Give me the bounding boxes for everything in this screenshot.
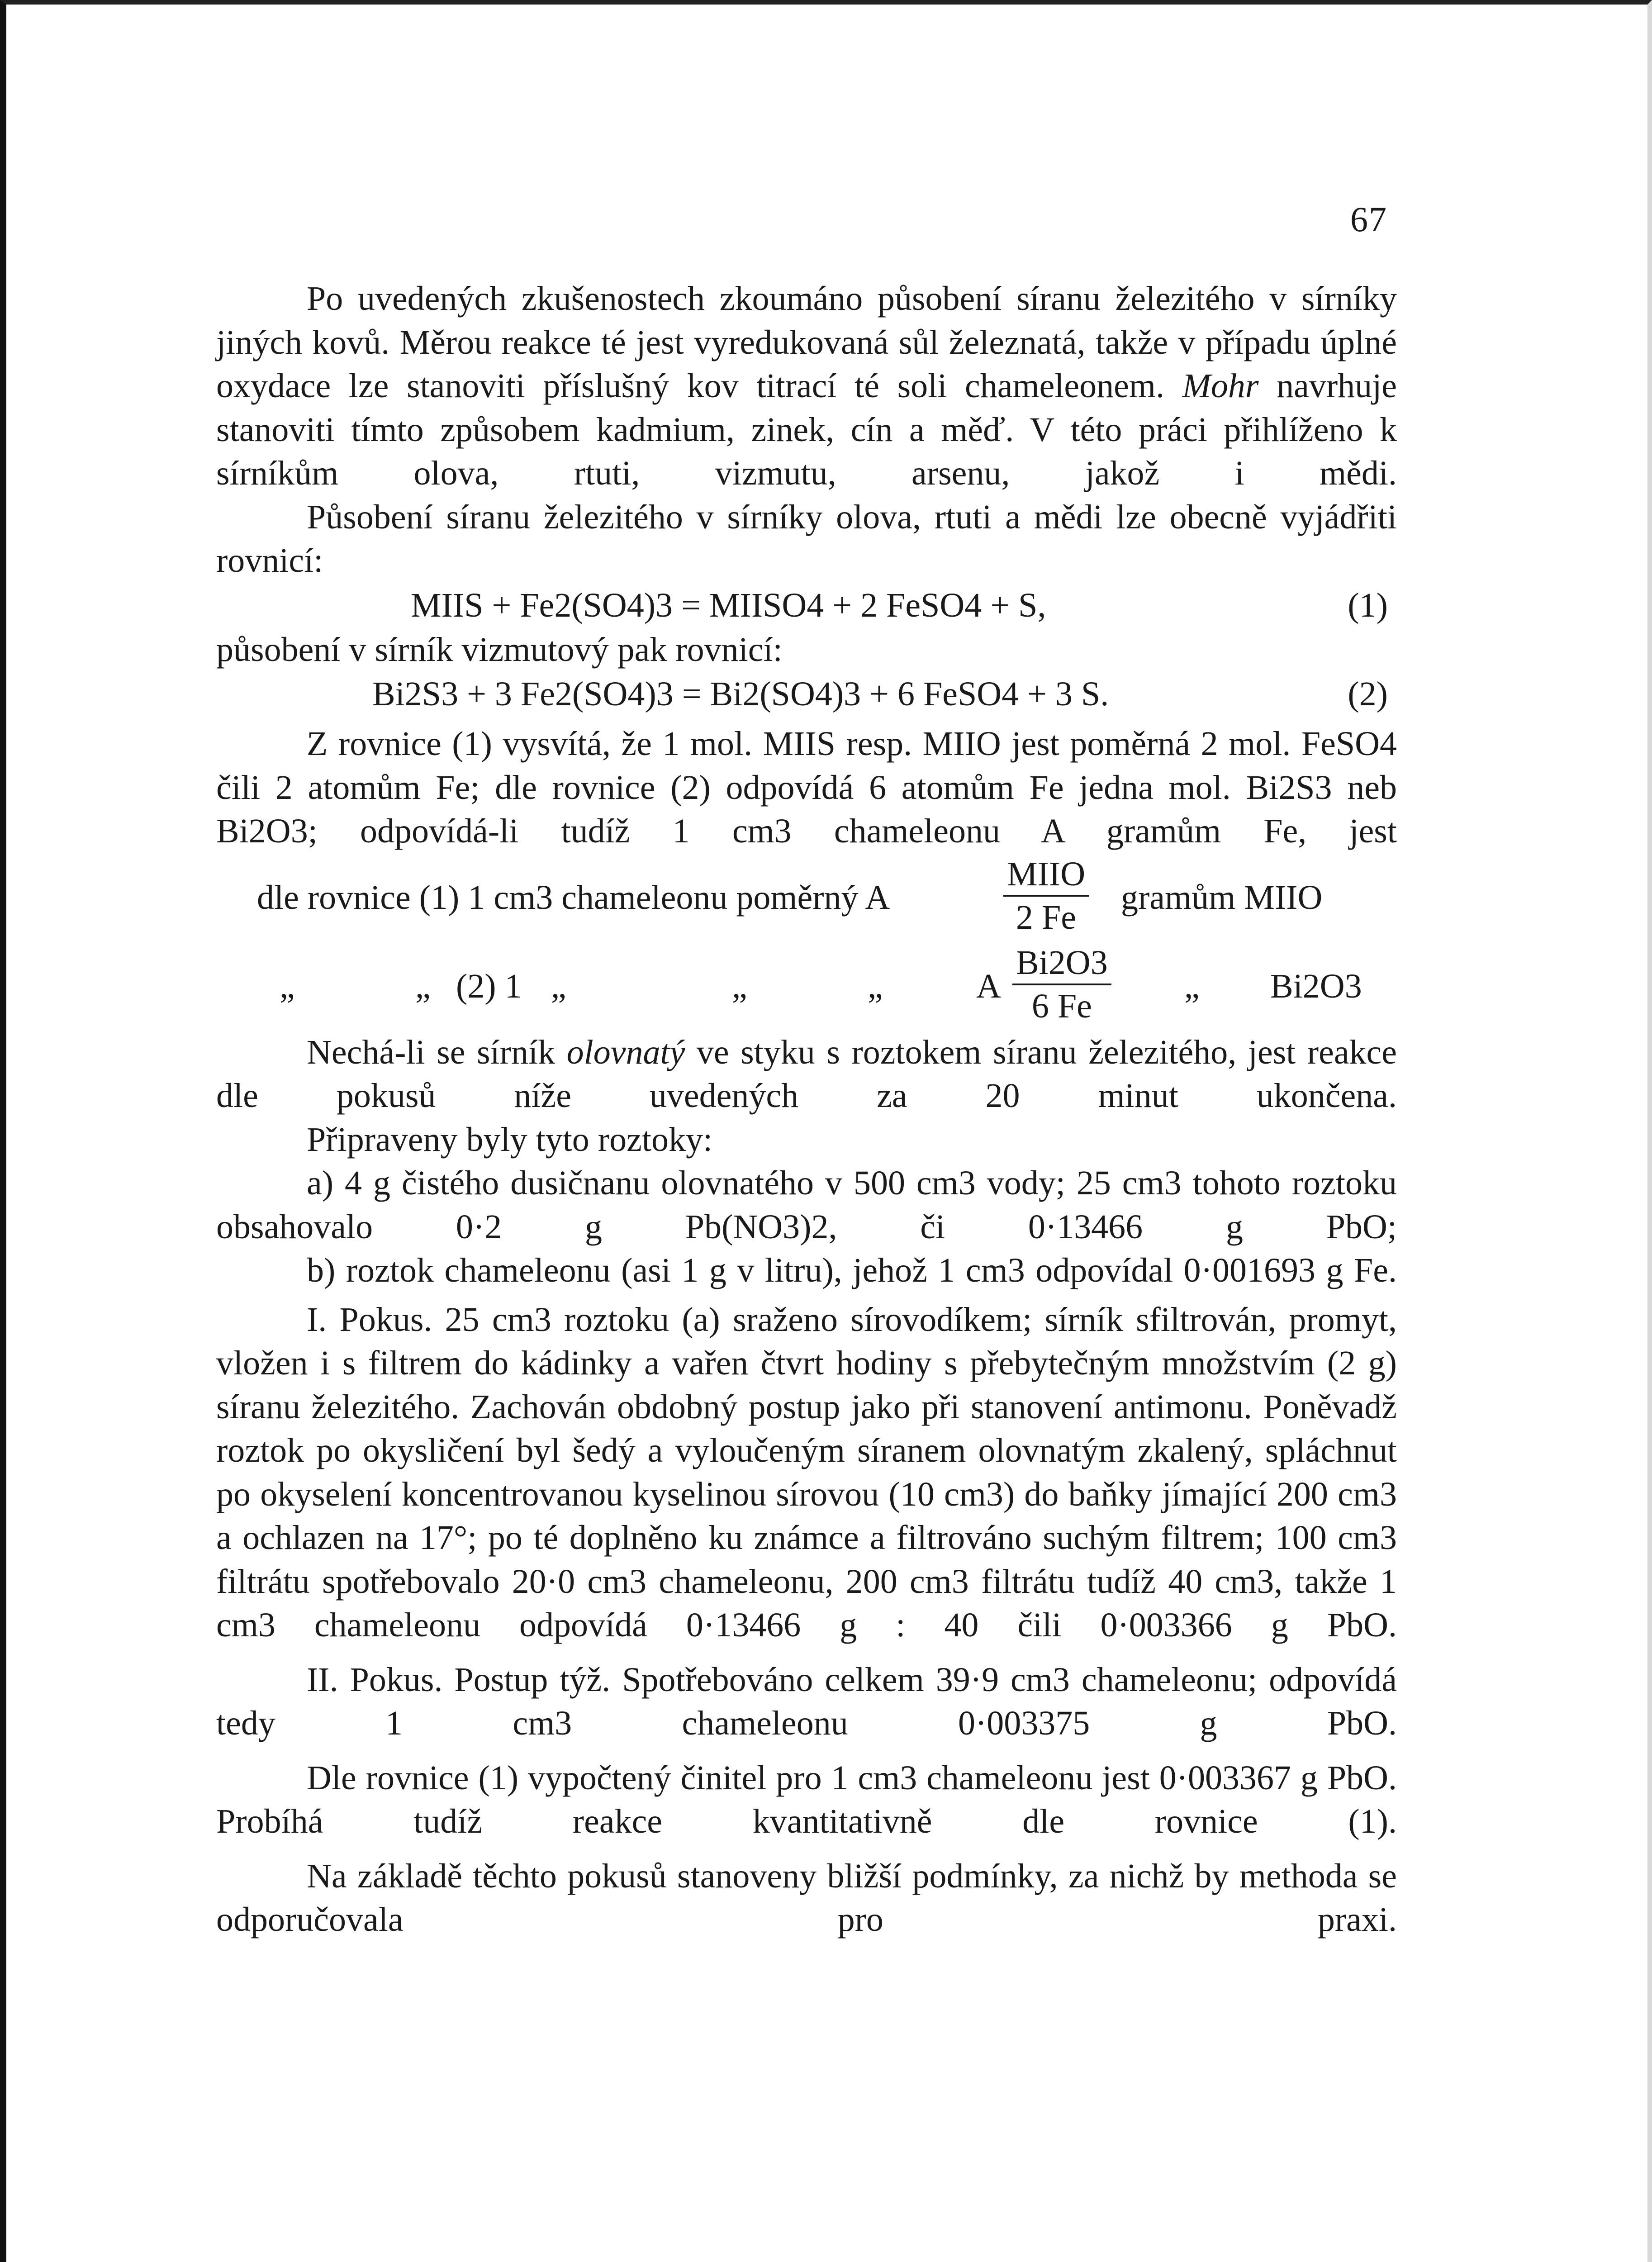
lead-sulfide-text-b: ve styku s roztokem síranu železitého, jest reakce dle pokusů níže uvedených za 20 minut ukončena. bbox=[216, 1033, 1397, 1115]
ratio-2-ditto-5: „ bbox=[868, 967, 883, 1005]
body-text bbox=[216, 277, 1397, 1942]
paragraph-lead-sulfide bbox=[216, 1031, 1397, 1118]
paragraph-experiment-2: II. Pokus. Postup týž. Spotřebováno celkem 39·9 cm3 chameleonu; odpovídá tedy 1 cm3 chameleonu 0·003375 g PbO. bbox=[216, 1660, 1397, 1742]
ratio-2-a: A bbox=[976, 967, 1001, 1005]
ratio-line-1 bbox=[216, 853, 1397, 942]
lead-sulfide-text-a: Nechá-li se sírník bbox=[307, 1033, 555, 1071]
lead-sulfide-italic: olovnatý bbox=[566, 1033, 685, 1071]
ratio-2-ditto-1: „ bbox=[280, 967, 295, 1005]
ratio-1-lead: dle rovnice (1) 1 cm3 chameleonu poměrný A bbox=[257, 878, 890, 917]
ratio-2-tail: Bi2O3 bbox=[1270, 967, 1362, 1005]
paragraph-solution-a: a) 4 g čistého dusičnanu olovnatého v 500 cm3 vody; 25 cm3 tohoto roztoku obsahovalo 0·2 g Pb(NO3)2, či 0·13466 g PbO; bbox=[216, 1164, 1397, 1246]
ratio-2-equation: (2) 1 bbox=[456, 967, 522, 1005]
ratio-2-ditto-6: „ bbox=[1184, 967, 1200, 1005]
paragraph-molar: Z rovnice (1) vysvítá, že 1 mol. MIIS resp. MIIO jest poměrná 2 mol. FeSO4 čili 2 atomům Fe; dle rovnice (2) odpovídá 6 atomům Fe jedna mol. Bi2S3 neb Bi2O3; odpovídá-li tudíž 1 cm3 chameleonu A gramům Fe, jest bbox=[216, 725, 1397, 850]
ratio-2-numerator: Bi2O3 bbox=[1012, 942, 1111, 985]
equation-1-formula: MIIS + Fe2(SO4)3 = MIISO4 + 2 FeSO4 + S, bbox=[411, 586, 1046, 624]
paragraph-solutions: Připraveny byly tyto roztoky: bbox=[307, 1120, 713, 1159]
ratio-1-fraction bbox=[1003, 853, 1089, 938]
ratio-line-2 bbox=[216, 942, 1397, 1031]
ratio-2-denominator: 6 Fe bbox=[1031, 987, 1092, 1025]
paragraph-intro bbox=[216, 277, 1397, 495]
equation-2-number: (2) bbox=[1348, 675, 1388, 713]
ratio-1-numerator: MIIO bbox=[1003, 853, 1089, 897]
equation-2 bbox=[216, 671, 1397, 717]
intro-text: Po uvedených zkušenostech zkoumáno působení síranu železitého v sírníky jiných kovů. Měrou reakce té jest vyredukovaná sůl železnatá, takže v případu úplné oxydace lze stanoviti příslušný kov titrací té soli chameleonem. bbox=[216, 280, 1397, 405]
equation-1-number: (1) bbox=[1348, 586, 1388, 624]
equation-2-formula: Bi2S3 + 3 Fe2(SO4)3 = Bi2(SO4)3 + 6 FeSO4 + 3 S. bbox=[372, 675, 1109, 713]
page-number: 67 bbox=[1350, 200, 1387, 239]
ratio-1-denominator: 2 Fe bbox=[1016, 898, 1077, 936]
paragraph-solution-b: b) roztok chameleonu (asi 1 g v litru), jehož 1 cm3 odpovídal 0·001693 g Fe. bbox=[307, 1251, 1397, 1289]
paragraph-reaction: Působení síranu železitého v sírníky olova, rtuti a mědi lze obecně vyjádřiti rovnicí: bbox=[216, 498, 1397, 580]
ratio-2-ditto-4: „ bbox=[732, 967, 747, 1005]
author-name: Mohr bbox=[1182, 367, 1259, 405]
intro-text-tail: navrhuje stanoviti tímto způsobem kadmium, zinek, cín a měď. V této práci přihlíženo k sírníkům olova, rtuti, vizmutu, arsenu, jakož i mědi. bbox=[216, 367, 1397, 492]
ratio-2-ditto-3: „ bbox=[551, 967, 566, 1005]
equation-1 bbox=[216, 583, 1397, 628]
ratio-1-tail: gramům MIIO bbox=[1121, 878, 1323, 917]
paragraph-factor: Dle rovnice (1) vypočtený činitel pro 1 cm3 chameleonu jest 0·003367 g PbO. Probíhá tudíž reakce kvantitativně dle rovnice (1). bbox=[216, 1758, 1397, 1840]
paragraph-bismuth: působení v sírník vizmutový pak rovnicí: bbox=[216, 630, 783, 669]
paragraph-conclusion: Na základě těchto pokusů stanoveny bližší podmínky, za nichž by methoda se odporučovala pro praxi. bbox=[216, 1857, 1397, 1939]
ratio-2-fraction bbox=[1012, 942, 1111, 1027]
paragraph-experiment-1: I. Pokus. 25 cm3 roztoku (a) sraženo sírovodíkem; sírník sfiltrován, promyt, vložen i s filtrem do kádinky a vařen čtvrt hodiny s přebytečným množstvím (2 g) síranu železitého. Zachován obdobný postup jako při stanovení antimonu. Poněvadž roztok po okysličení byl šedý a vyloučeným síranem olovnatým zkalený, spláchnut po okyselení koncentrovanou kyselinou sírovou (10 cm3) do baňky jímající 200 cm3 a ochlazen na 17°; po té doplněno ku známce a filtrováno suchým filtrem; 100 cm3 filtrátu spotřebovalo 20·0 cm3 chameleonu, 200 cm3 filtrátu tudíž 40 cm3, takže 1 cm3 chameleonu odpovídá 0·13466 g : 40 čili 0·003366 g PbO. bbox=[216, 1300, 1397, 1644]
ratio-2-ditto-2: „ bbox=[415, 967, 431, 1005]
